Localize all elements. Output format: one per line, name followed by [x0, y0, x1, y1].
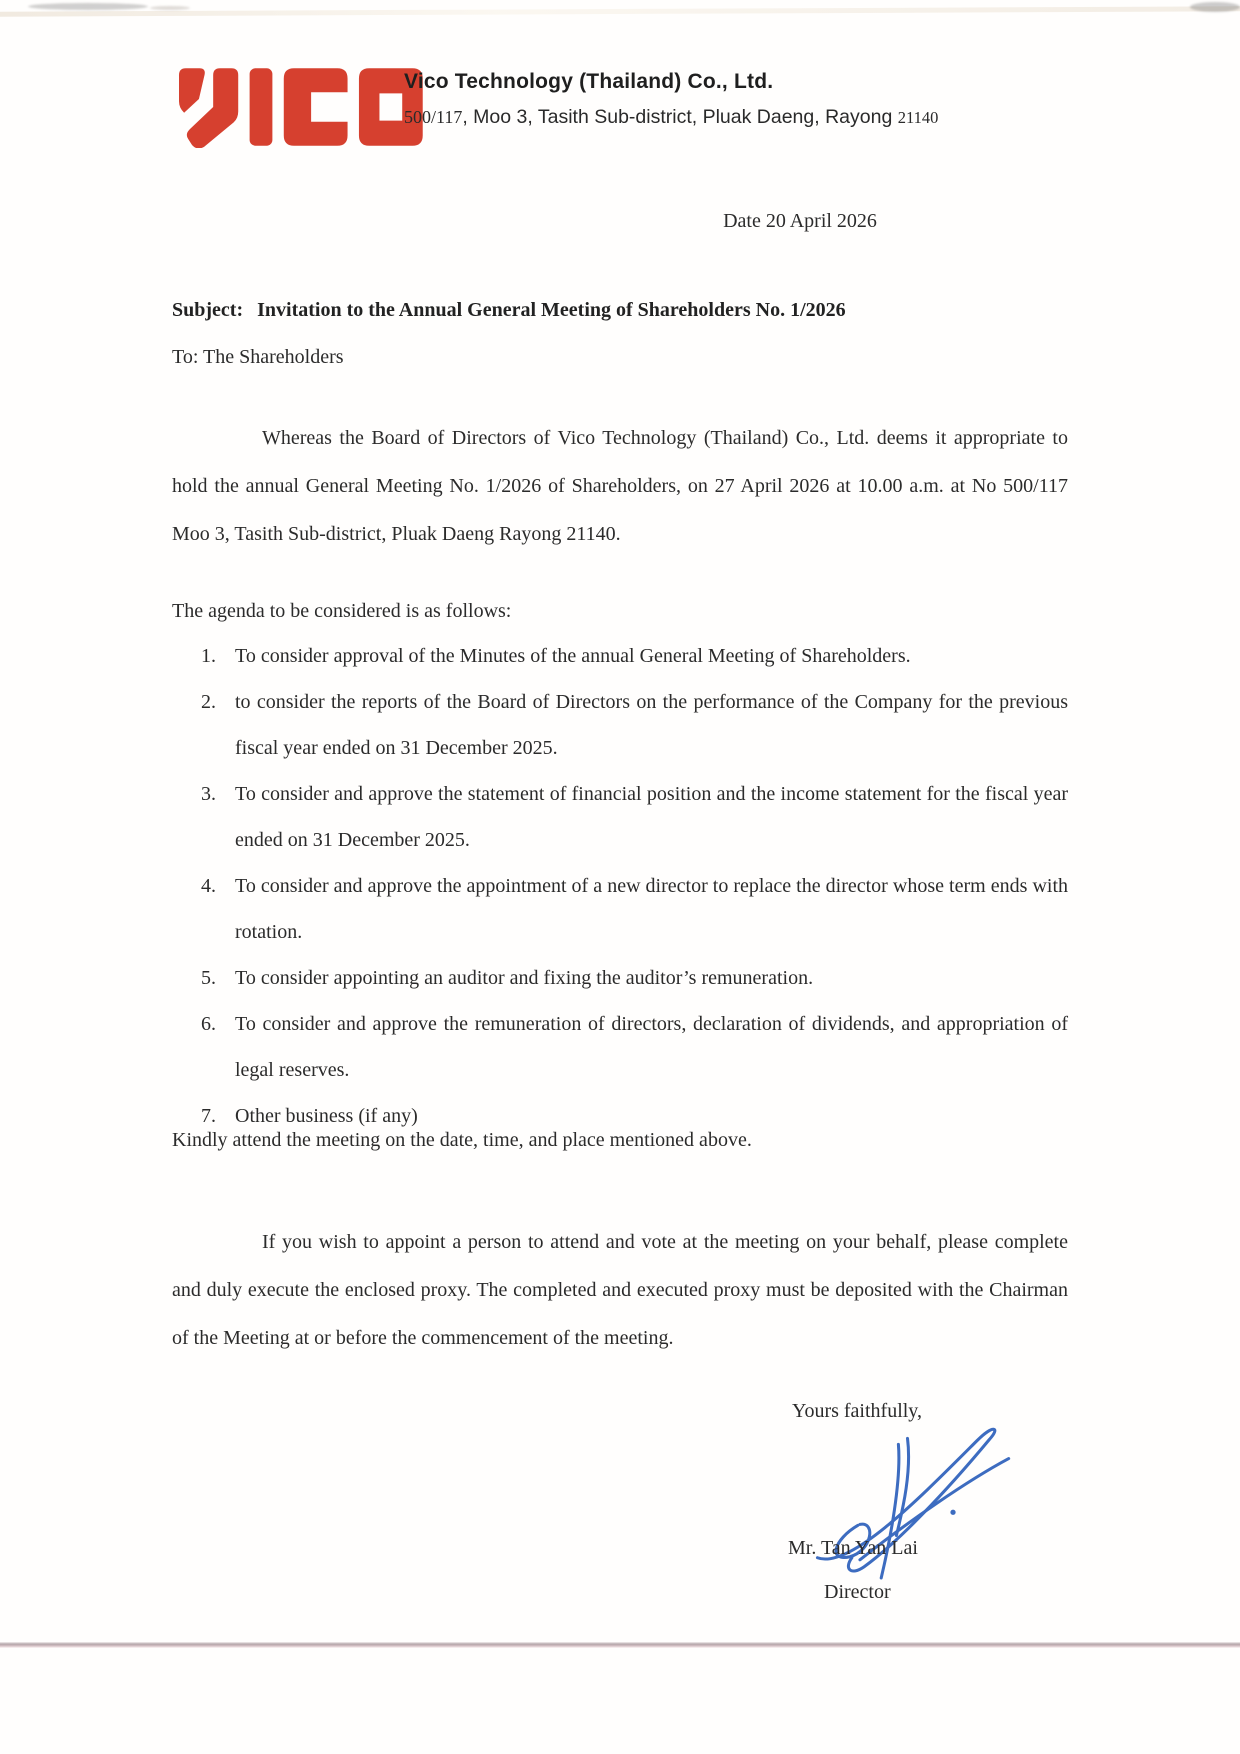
company-address	[404, 106, 938, 129]
agenda-item-text: Other business (if any)	[235, 1105, 418, 1127]
agenda-item	[172, 863, 1068, 955]
agenda-item-number: 1.	[201, 645, 216, 667]
agenda-item-text: To consider appointing an auditor and fixing the auditor’s remuneration.	[235, 967, 814, 989]
opening-paragraph: Whereas the Board of Directors of Vico Technology (Thailand) Co., Ltd. deems it appropriate to hold the annual General Meeting No. 1/2026 of Shareholders, on 27 April 2026 at 10.00 a.m. at No 500/117 Moo 3, Tasith Sub-district, Pluak Daeng Rayong 21140.	[172, 427, 1068, 545]
scan-smudge-top-left-2	[150, 6, 190, 10]
agenda-item-number: 6.	[201, 1013, 216, 1035]
signatory-name: Mr. Tan Yan Lai	[788, 1537, 918, 1559]
vico-logo-icon	[176, 66, 428, 153]
agenda-item-text: to consider the reports of the Board of Directors on the performance of the Company for the previous fiscal year ended on 31 December 2025.	[235, 691, 1068, 759]
subject-line	[172, 299, 1068, 322]
agenda-item	[172, 1001, 1068, 1093]
agenda-item	[172, 679, 1068, 771]
agenda-item	[172, 633, 1068, 679]
agenda-list	[172, 633, 1068, 1139]
agenda-item	[172, 955, 1068, 1001]
subject-text: Invitation to the Annual General Meeting of Shareholders No. 1/2026	[257, 299, 846, 321]
agenda-intro: The agenda to be considered is as follows:	[172, 600, 512, 622]
agenda-item-text: To consider and approve the statement of financial position and the income statement for the fiscal year ended on 31 December 2025.	[235, 783, 1068, 851]
agenda-item	[172, 771, 1068, 863]
address-main: , Moo 3, Tasith Sub-district, Pluak Daeng, Rayong	[462, 106, 898, 128]
scan-smudge-top-left	[28, 3, 148, 10]
agenda-item-text: To consider and approve the remuneration of directors, declaration of dividends, and appropriation of legal reserves.	[235, 1013, 1068, 1081]
agenda-item-number: 7.	[201, 1105, 216, 1127]
date-line: Date 20 April 2026	[723, 210, 877, 232]
kindly-attend-line: Kindly attend the meeting on the date, time, and place mentioned above.	[172, 1129, 752, 1151]
subject-label: Subject:	[172, 299, 244, 321]
scan-artifact-bottom-line	[0, 1642, 1240, 1648]
agenda-item-number: 5.	[201, 967, 216, 989]
agenda-item-number: 4.	[201, 875, 216, 897]
agenda-item-number: 3.	[201, 783, 216, 805]
signatory-title: Director	[824, 1581, 891, 1603]
address-number: 500/117	[404, 107, 463, 127]
agenda-item-text: To consider and approve the appointment of a new director to replace the director whose term ends with rotation.	[235, 875, 1068, 943]
agenda-item-number: 2.	[201, 691, 216, 713]
scan-smudge-top-right	[1190, 2, 1240, 12]
closing-salutation: Yours faithfully,	[792, 1400, 923, 1422]
company-name: Vico Technology (Thailand) Co., Ltd.	[404, 70, 774, 93]
proxy-paragraph: If you wish to appoint a person to attend and vote at the meeting on your behalf, please complete and duly execute the enclosed proxy. The completed and executed proxy must be deposited with the Chairman of the Meeting at or before the commencement of the meeting.	[172, 1231, 1068, 1349]
to-line: To: The Shareholders	[172, 346, 344, 368]
address-postcode: 21140	[897, 108, 939, 127]
agenda-item-text: To consider approval of the Minutes of the annual General Meeting of Shareholders.	[235, 645, 911, 667]
